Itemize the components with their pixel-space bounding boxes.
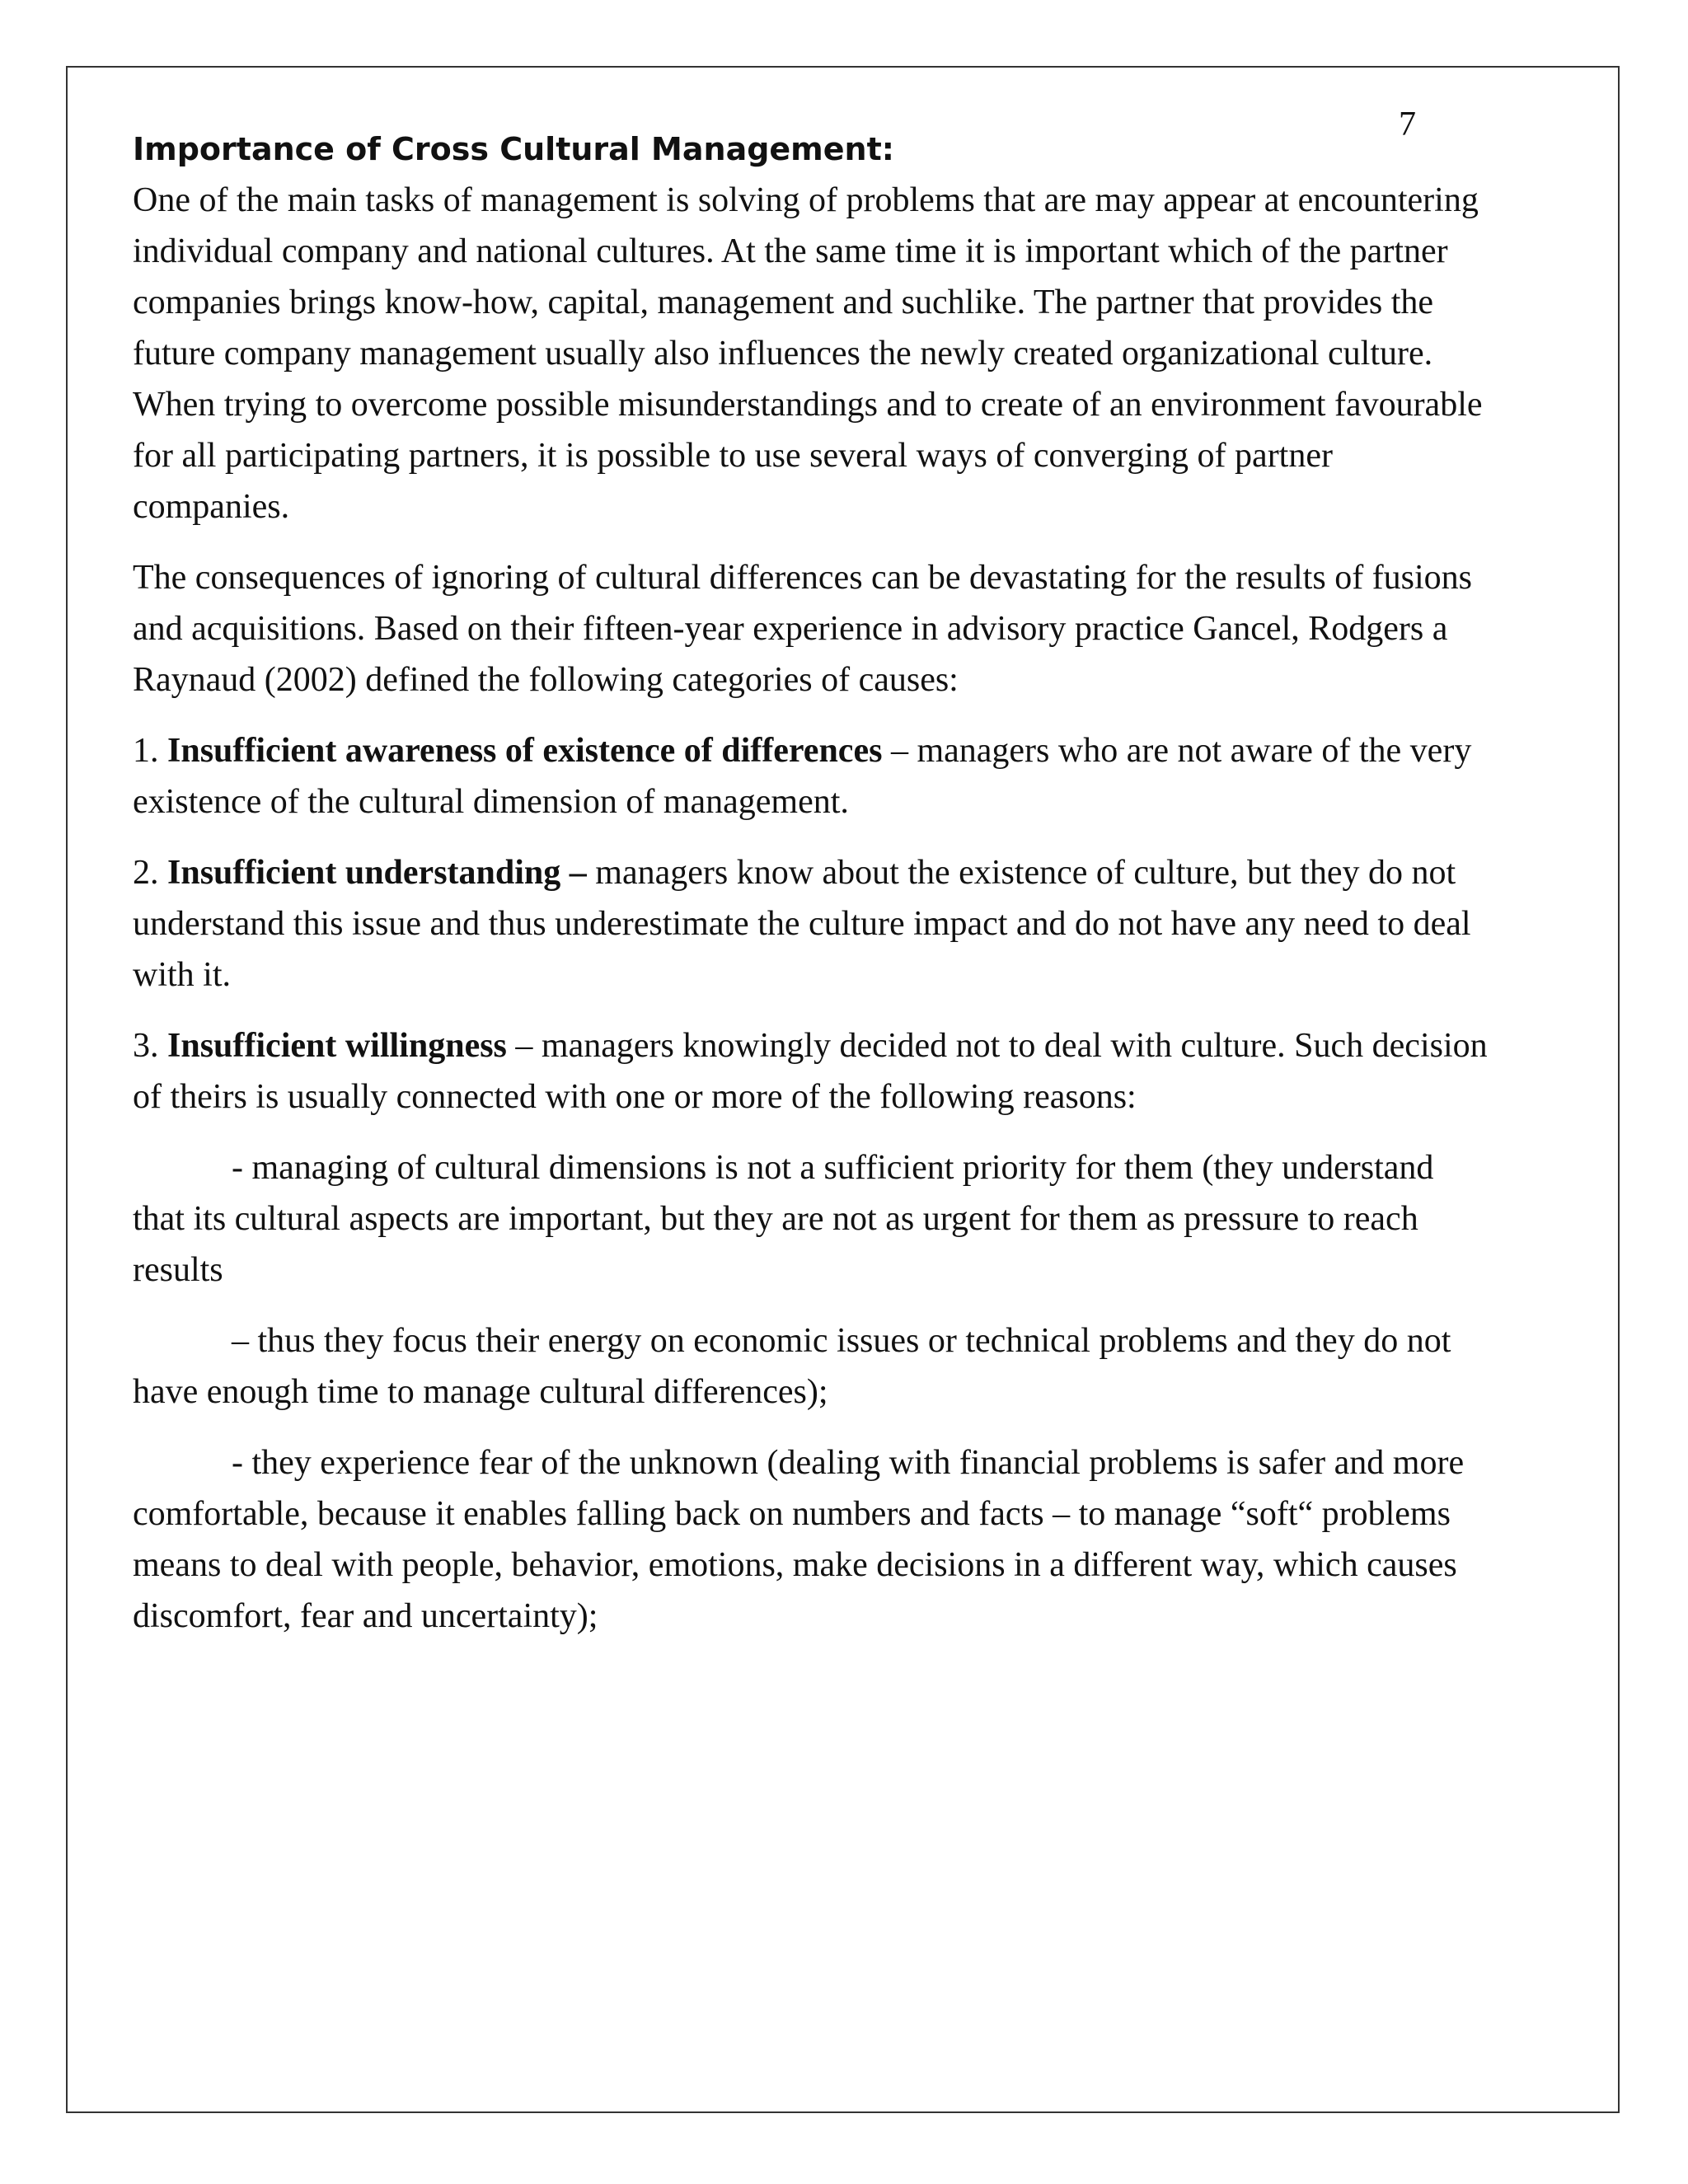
list-item-text: managers know about the existence of culture, but they do not understand this issue and thus underestimate the culture impact and do not have any need to deal with it. [133,854,1471,994]
list-item-number: 3. [133,1027,159,1065]
page-number: 7 [1399,105,1416,143]
paragraph-intro: One of the main tasks of management is solving of problems that are may appear at encountering individual company and national cultures. At the same time it is important which of the partner companies brings know-how, capital, management and suchlike. The partner that provides the future company management usually also influences the newly created organizational culture. When trying to overcome possible misunderstandings and to create of an environment favourable for all participating partners, it is possible to use several ways of converging of partner companies. [133,181,1483,526]
section-heading: Importance of Cross Cultural Management: [133,131,894,167]
list-item-number: 2. [133,854,159,892]
list-item-2 [133,847,1493,1001]
list-item-1 [133,725,1493,827]
paragraph-consequences: The consequences of ignoring of cultural differences can be devastating for the results of fusions and acquisitions. Based on their fifteen-year experience in advisory practice Gancel, Rodgers a Raynaud (2002) defined the following categories of causes: [133,559,1473,699]
list-item-text: – managers who are not aware of the very existence of the cultural dimension of management. [133,732,1472,821]
reason-fear: - they experience fear of the unknown (dealing with financial problems is safer and more comfortable, because it enables falling back on numbers and facts – to manage “soft“ problems means to deal with people, behavior, emotions, make decisions in a different way, which causes discomfort, fear and uncertainty); [133,1444,1465,1635]
document-body [133,124,1493,1661]
list-item-number: 1. [133,732,159,770]
reason-focus: – thus they focus their energy on economic issues or technical problems and they do not have enough time to manage cultural differences); [133,1322,1451,1411]
list-item-text: – managers knowingly decided not to deal with culture. Such decision of theirs is usually connected with one or more of the following reasons: [133,1027,1488,1116]
list-item-3 [133,1020,1493,1122]
reason-priority: - managing of cultural dimensions is not a sufficient priority for them (they understand that its cultural aspects are important, but they are not as urgent for them as pressure to reach results [133,1149,1434,1289]
list-item-title: Insufficient willingness [167,1027,507,1065]
list-item-title: Insufficient awareness of existence of differences [167,732,883,770]
list-item-title: Insufficient understanding – [167,854,587,892]
